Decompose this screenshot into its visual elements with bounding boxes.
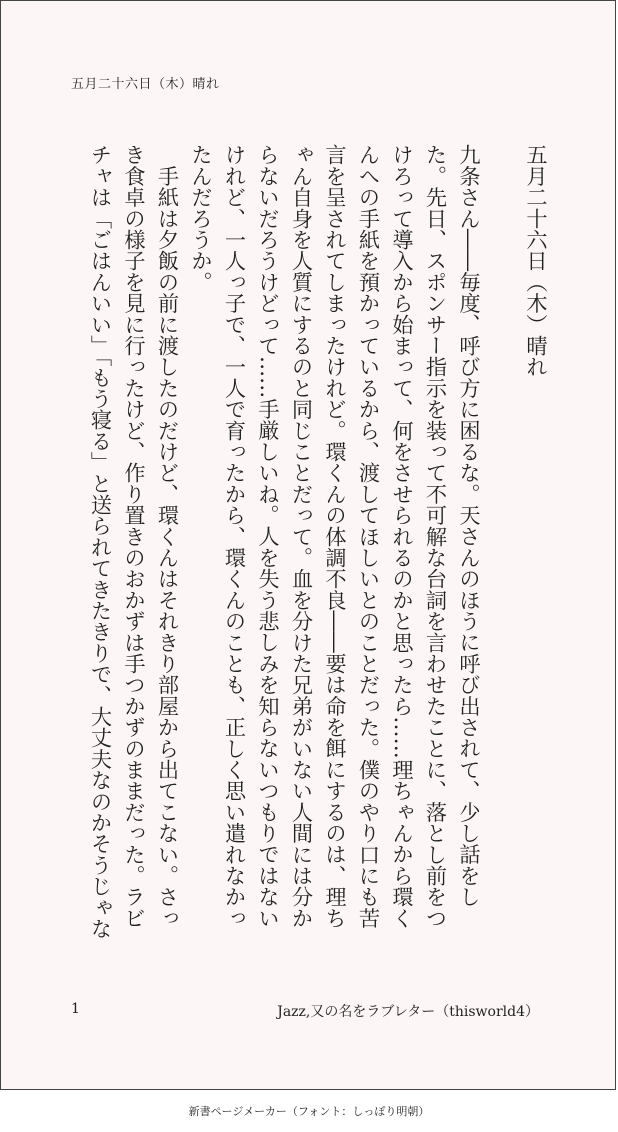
book-credit: Jazz,又の名をラブレター（thisworld4）	[277, 1004, 539, 1020]
body-line: 九条さん――毎度、呼び方に困るな。天さんのほうに呼び出されて、少し話をし	[457, 144, 482, 908]
body-line: らないだろうけどって……手厳しいね。人を失う悲しみを知らないつもりではない	[256, 144, 281, 929]
entry-title: 五月二十六日（木）晴れ	[524, 144, 549, 378]
body-line: チャは「ごはんいい」「もう寝る」と送られてきたきりで、大丈夫なのかそうじゃな	[88, 144, 114, 939]
body-line: けれど、一人っ子で、一人で育ったから、環くんのことも、正しく思い遣れなかっ	[222, 144, 248, 929]
body-line: んへの手紙を預かっているから、渡してほしいとのことだった。僕のやり口にも苦	[356, 144, 382, 929]
vertical-body-text	[84, 144, 553, 944]
body-line: 言を呈されてしまったけれど。環くんの体調不良――要は命を餌にするのは、理ち	[323, 144, 348, 929]
body-line: た。先日、スポンサー指示を装って不可解な台詞を言わせたことに、落とし前をつ	[423, 144, 449, 929]
body-line: 手紙は夕飯の前に渡したのだけど、環くんはそれきり部屋から出てこない。さっ	[155, 144, 181, 929]
body-line: たんだろうか。	[189, 144, 214, 293]
running-header: 五月二十六日（木）晴れ	[71, 77, 220, 92]
body-line: き食卓の様子を見に行ったけど、作り置きのおかずは手つかずのままだった。ラビ	[122, 144, 147, 929]
body-line: けろって導入から始まって、何をさせられるのかと思ったら……理ちゃんから環く	[390, 144, 415, 929]
page-number: 1	[71, 1001, 80, 1017]
body-line: ゃん自身を人質にするのと同じことだって。血を分けた兄弟がいない人間には分か	[289, 144, 315, 929]
generator-credit: 新書ページメーカー（フォント：しっぽり明朝）	[188, 1105, 430, 1118]
